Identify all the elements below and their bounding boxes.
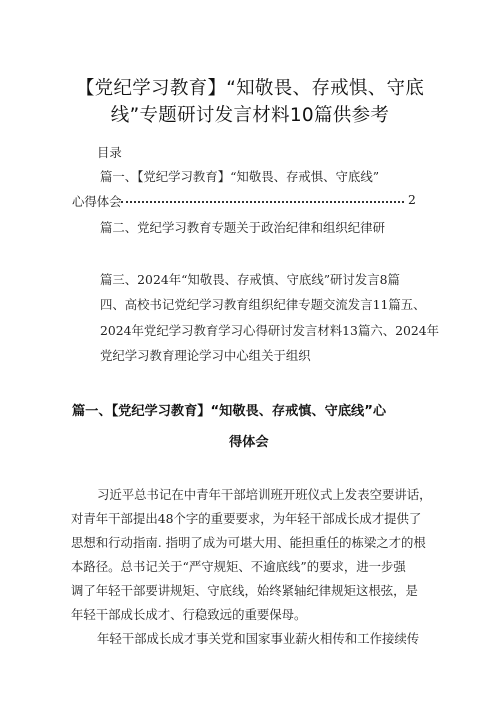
document-title-line-1: 【党纪学习教育】“知敬畏、存戒惧、守底 (75, 78, 425, 99)
body-paragraph-1-line-1: 习近平总书记在中青年干部培训班开班仪式上发表空要讲话， (97, 487, 432, 502)
body-paragraph-1-line-2: 对青年干部提出48个字的重要要求，为年轻干部成长成才提供了 (71, 511, 422, 526)
body-paragraph-1-line-6: 年轻干部成长成才、行稳致远的重要保母。 (71, 607, 307, 622)
toc-leader-dots (121, 201, 404, 203)
toc-heading: 目录 (97, 145, 122, 160)
toc-entry-4: 四、高校书记党纪学习教育组织纪律专题交流发言11篇五、 (100, 297, 426, 312)
toc-entry-5: 2024年党纪学习教育学习心得研讨发言材料13篇六、2024年 (100, 323, 440, 338)
body-paragraph-1-line-4: 本路径。总书记关于“严守规矩、不逾底线”的要求，进一步强 (71, 559, 406, 574)
toc-entry-6: 党纪学习教育理论学习中心组关于组织 (100, 348, 311, 363)
toc-entry-1-page: 2 (408, 192, 416, 207)
body-paragraph-1-line-5: 调了年轻干部要讲规矩、守底线，始终紧轴纪律规矩这根弦，是 (71, 583, 418, 598)
toc-entry-2: 篇二、党纪学习教育专题关于政治纪律和组织纪律研 (100, 220, 385, 235)
section-heading-line-2: 得体会 (229, 435, 269, 450)
toc-entry-3: 篇三、2024年“知敬畏、存戒慎、守底线”研讨发言8篇 (100, 272, 400, 287)
toc-entry-1-line-2: 心得体会 (72, 194, 122, 209)
body-paragraph-2-line-1: 年轻干部成长成才事关党和国家事业薪火相传和工作接续传 (97, 631, 420, 646)
body-paragraph-1-line-3: 思想和行动指南. 指明了成为可堪大用、能担重任的栋梁之才的根 (71, 535, 426, 550)
document-title-line-2: 线”专题研讨发言材料10篇供参考 (110, 105, 390, 126)
section-heading-line-1: 篇一、【党纪学习教育】“知敬畏、存戒慎、守底线”心 (72, 404, 387, 419)
toc-entry-1-line-1: 篇一、【党纪学习教育】“知敬畏、存戒惧、守底线” (100, 169, 380, 184)
